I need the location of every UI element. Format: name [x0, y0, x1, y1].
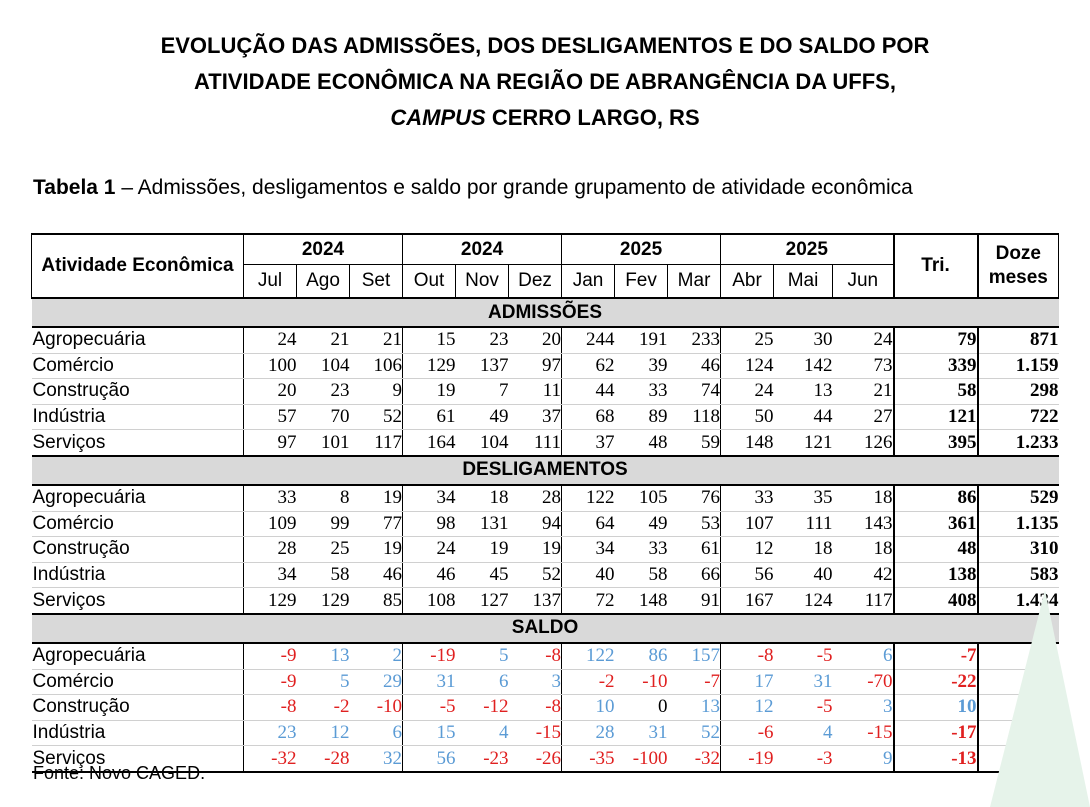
cell-value: 61 [668, 537, 721, 563]
cell-value: 68 [562, 404, 615, 430]
cell-value: -8 [509, 695, 562, 721]
cell-tri: 10 [894, 695, 978, 721]
cell-value: 34 [403, 485, 456, 511]
header-month-dez: Dez [509, 265, 562, 299]
cell-value: -7 [668, 669, 721, 695]
cell-value: 8 [297, 485, 350, 511]
cell-tri: 408 [894, 588, 978, 614]
cell-value: 131 [456, 511, 509, 537]
cell-value: 129 [297, 588, 350, 614]
cell-value: 142 [774, 353, 833, 379]
cell-value: 124 [721, 353, 774, 379]
cell-value: 86 [615, 643, 668, 669]
cell-value: 106 [350, 353, 403, 379]
cell-value: 17 [721, 669, 774, 695]
cell-doze-meses: 1.159 [978, 353, 1059, 379]
cell-value: 85 [350, 588, 403, 614]
section-header [32, 298, 1059, 327]
table-row [32, 537, 1059, 563]
cell-value: 118 [668, 404, 721, 430]
cell-value: -8 [244, 695, 297, 721]
cell-value: 46 [350, 562, 403, 588]
cell-value: 91 [668, 588, 721, 614]
cell-value: 70 [297, 404, 350, 430]
cell-value: 5 [456, 643, 509, 669]
cell-value: 101 [297, 430, 350, 456]
cell-value: 24 [721, 379, 774, 405]
cell-value: 74 [668, 379, 721, 405]
cell-value: 109 [244, 511, 297, 537]
row-label: Agropecuária [32, 485, 244, 511]
cell-value: 34 [244, 562, 297, 588]
cell-value: 58 [615, 562, 668, 588]
cell-value: -3 [774, 746, 833, 772]
cell-value: 52 [509, 562, 562, 588]
cell-value: -5 [403, 695, 456, 721]
row-label: Agropecuária [32, 327, 244, 353]
cell-value: -2 [562, 669, 615, 695]
cell-value: 157 [668, 643, 721, 669]
cell-tri: 138 [894, 562, 978, 588]
cell-value: -32 [668, 746, 721, 772]
table-row [32, 720, 1059, 746]
cell-value: 127 [456, 588, 509, 614]
cell-value: 24 [833, 327, 894, 353]
cell-doze-meses: 310 [978, 537, 1059, 563]
cell-value: 12 [721, 695, 774, 721]
header-month-abr: Abr [721, 265, 774, 299]
cell-value: 58 [297, 562, 350, 588]
row-label: Construção [32, 695, 244, 721]
section-header [32, 614, 1059, 643]
cell-value: 13 [774, 379, 833, 405]
cell-value: 23 [244, 720, 297, 746]
row-label: Indústria [32, 562, 244, 588]
cell-value: 2 [350, 643, 403, 669]
table-row [32, 695, 1059, 721]
cell-value: 100 [244, 353, 297, 379]
section-title: ADMISSÕES [32, 298, 1059, 327]
cell-value: 24 [244, 327, 297, 353]
cell-value: 35 [774, 485, 833, 511]
header-year-2: 2024 [403, 234, 562, 265]
cell-value: 19 [350, 485, 403, 511]
title-campus-name: CERRO LARGO, RS [485, 105, 700, 130]
cell-value: 23 [456, 327, 509, 353]
cell-tri: -22 [894, 669, 978, 695]
table-row [32, 379, 1059, 405]
title-line-1: EVOLUÇÃO DAS ADMISSÕES, DOS DESLIGAMENTOS E DO SALDO POR [160, 33, 930, 58]
header-tri: Tri. [894, 234, 978, 298]
cell-value: 77 [350, 511, 403, 537]
cell-value: -2 [297, 695, 350, 721]
header-month-ago: Ago [297, 265, 350, 299]
title-line-2: ATIVIDADE ECONÔMICA NA REGIÃO DE ABRANGÊNCIA DA UFFS, [194, 69, 896, 94]
cell-value: 4 [774, 720, 833, 746]
cell-value: 32 [350, 746, 403, 772]
cell-doze-meses: 1.233 [978, 430, 1059, 456]
cell-value: -12 [456, 695, 509, 721]
cell-value: 56 [721, 562, 774, 588]
cell-tri: 48 [894, 537, 978, 563]
document-title [0, 28, 1090, 136]
cell-value: 107 [721, 511, 774, 537]
cell-value: 3 [833, 695, 894, 721]
cell-value: 21 [350, 327, 403, 353]
cell-value: 21 [833, 379, 894, 405]
cell-value: 39 [615, 353, 668, 379]
cell-value: 46 [668, 353, 721, 379]
source-note: Fonte: Novo CAGED. [33, 763, 206, 783]
cell-value: 50 [721, 404, 774, 430]
cell-value: 11 [509, 379, 562, 405]
cell-value: 18 [833, 485, 894, 511]
cell-value: 27 [833, 404, 894, 430]
cell-value: 0 [615, 695, 668, 721]
header-year-3: 2025 [562, 234, 721, 265]
cell-value: 94 [509, 511, 562, 537]
cell-value: 117 [350, 430, 403, 456]
cell-value: 46 [403, 562, 456, 588]
cell-value: 148 [721, 430, 774, 456]
cell-value: 4 [456, 720, 509, 746]
cell-value: 12 [721, 537, 774, 563]
cell-value: 44 [562, 379, 615, 405]
cell-value: 164 [403, 430, 456, 456]
cell-doze-meses: 583 [978, 562, 1059, 588]
cell-value: 6 [456, 669, 509, 695]
cell-value: -35 [562, 746, 615, 772]
cell-value: -10 [350, 695, 403, 721]
cell-value: 10 [562, 695, 615, 721]
cell-value: 24 [403, 537, 456, 563]
header-activity: Atividade Econômica [32, 234, 244, 298]
cell-value: 18 [833, 537, 894, 563]
header-doze-meses: Doze meses [978, 234, 1059, 298]
cell-value: 105 [615, 485, 668, 511]
cell-value: 9 [833, 746, 894, 772]
cell-value: 99 [297, 511, 350, 537]
table-caption-text: – Admissões, desligamentos e saldo por grande grupamento de atividade econômica [115, 176, 913, 199]
cell-value: 167 [721, 588, 774, 614]
cell-value: 89 [615, 404, 668, 430]
cell-tri: -13 [894, 746, 978, 772]
cell-value: -23 [456, 746, 509, 772]
table-row [32, 643, 1059, 669]
cell-value: 30 [774, 327, 833, 353]
cell-value: 53 [668, 511, 721, 537]
cell-value: -9 [244, 643, 297, 669]
cell-value: -15 [509, 720, 562, 746]
table-row [32, 327, 1059, 353]
cell-value: 72 [562, 588, 615, 614]
cell-value: 9 [350, 379, 403, 405]
cell-value: 6 [350, 720, 403, 746]
row-label: Comércio [32, 511, 244, 537]
cell-value: 124 [774, 588, 833, 614]
cell-tri: 121 [894, 404, 978, 430]
header-month-mai: Mai [774, 265, 833, 299]
cell-value: -19 [403, 643, 456, 669]
cell-value: 15 [403, 327, 456, 353]
cell-value: -15 [833, 720, 894, 746]
row-label: Construção [32, 379, 244, 405]
cell-value: -5 [774, 695, 833, 721]
cell-value: 98 [403, 511, 456, 537]
row-label: Agropecuária [32, 643, 244, 669]
cell-value: 40 [562, 562, 615, 588]
cell-doze-meses: 722 [978, 404, 1059, 430]
cell-value: 52 [668, 720, 721, 746]
cell-doze-meses: 871 [978, 327, 1059, 353]
cell-value: 31 [615, 720, 668, 746]
cell-value: 122 [562, 643, 615, 669]
table-row [32, 404, 1059, 430]
cell-value: 37 [509, 404, 562, 430]
cell-value: 25 [297, 537, 350, 563]
cell-value: 44 [774, 404, 833, 430]
cell-tri: 79 [894, 327, 978, 353]
cell-value: 104 [297, 353, 350, 379]
cell-value: 31 [774, 669, 833, 695]
decorative-leaf-shape [990, 590, 1090, 807]
cell-value: 13 [668, 695, 721, 721]
cell-value: 244 [562, 327, 615, 353]
cell-value: 111 [509, 430, 562, 456]
cell-value: -19 [721, 746, 774, 772]
cell-value: 5 [297, 669, 350, 695]
title-campus: CAMPUS [390, 105, 486, 130]
cell-value: -8 [509, 643, 562, 669]
cell-value: -6 [721, 720, 774, 746]
cell-value: -5 [774, 643, 833, 669]
cell-value: 111 [774, 511, 833, 537]
cell-tri: 395 [894, 430, 978, 456]
cell-value: 137 [509, 588, 562, 614]
section-title: DESLIGAMENTOS [32, 456, 1059, 485]
cell-value: 61 [403, 404, 456, 430]
cell-value: 52 [350, 404, 403, 430]
section-header [32, 456, 1059, 485]
cell-value: 49 [615, 511, 668, 537]
cell-value: 143 [833, 511, 894, 537]
cell-doze-meses: 1.135 [978, 511, 1059, 537]
cell-value: 3 [509, 669, 562, 695]
cell-value: 33 [615, 537, 668, 563]
cell-value: 191 [615, 327, 668, 353]
row-label: Serviços [32, 588, 244, 614]
cell-value: 28 [509, 485, 562, 511]
cell-value: 64 [562, 511, 615, 537]
cell-value: -8 [721, 643, 774, 669]
table-row [32, 669, 1059, 695]
title-line-3 [0, 100, 1090, 136]
cell-value: 31 [403, 669, 456, 695]
cell-value: 56 [403, 746, 456, 772]
cell-tri: 86 [894, 485, 978, 511]
cell-doze-meses: 529 [978, 485, 1059, 511]
cell-value: 40 [774, 562, 833, 588]
cell-value: 129 [244, 588, 297, 614]
cell-value: 126 [833, 430, 894, 456]
cell-value: 15 [403, 720, 456, 746]
row-label: Comércio [32, 353, 244, 379]
cell-tri: -7 [894, 643, 978, 669]
cell-tri: 361 [894, 511, 978, 537]
cell-value: -32 [244, 746, 297, 772]
header-month-nov: Nov [456, 265, 509, 299]
cell-value: -10 [615, 669, 668, 695]
cell-value: 21 [297, 327, 350, 353]
table-row [32, 353, 1059, 379]
cell-value: 57 [244, 404, 297, 430]
row-label: Construção [32, 537, 244, 563]
header-month-jul: Jul [244, 265, 297, 299]
row-label: Serviços [32, 746, 244, 772]
cell-value: 12 [297, 720, 350, 746]
cell-value: 48 [615, 430, 668, 456]
cell-value: 233 [668, 327, 721, 353]
cell-value: 97 [509, 353, 562, 379]
cell-value: 18 [456, 485, 509, 511]
table-caption-label: Tabela 1 [33, 176, 116, 199]
cell-value: 97 [244, 430, 297, 456]
cell-value: 29 [350, 669, 403, 695]
cell-tri: -17 [894, 720, 978, 746]
cell-value: 122 [562, 485, 615, 511]
table-row [32, 588, 1059, 614]
cell-value: 19 [403, 379, 456, 405]
header-month-mar: Mar [668, 265, 721, 299]
cell-value: 76 [668, 485, 721, 511]
table-row [32, 430, 1059, 456]
table-row [32, 511, 1059, 537]
cell-value: 148 [615, 588, 668, 614]
cell-value: 18 [774, 537, 833, 563]
cell-value: 137 [456, 353, 509, 379]
row-label: Indústria [32, 404, 244, 430]
cell-value: 117 [833, 588, 894, 614]
cell-value: 19 [509, 537, 562, 563]
table-row [32, 485, 1059, 511]
cell-value: 37 [562, 430, 615, 456]
cell-value: 66 [668, 562, 721, 588]
cell-value: 34 [562, 537, 615, 563]
cell-value: 45 [456, 562, 509, 588]
cell-value: 23 [297, 379, 350, 405]
cell-value: 28 [244, 537, 297, 563]
cell-value: 7 [456, 379, 509, 405]
cell-value: 108 [403, 588, 456, 614]
employment-table [31, 233, 1059, 773]
cell-value: 33 [244, 485, 297, 511]
cell-value: 13 [297, 643, 350, 669]
header-month-fev: Fev [615, 265, 668, 299]
row-label: Serviços [32, 430, 244, 456]
cell-value: 121 [774, 430, 833, 456]
cell-value: 42 [833, 562, 894, 588]
cell-tri: 339 [894, 353, 978, 379]
cell-value: 25 [721, 327, 774, 353]
cell-value: 62 [562, 353, 615, 379]
cell-value: 73 [833, 353, 894, 379]
cell-doze-meses: 1.434 [978, 588, 1059, 614]
cell-value: 19 [456, 537, 509, 563]
header-month-jan: Jan [562, 265, 615, 299]
cell-value: 104 [456, 430, 509, 456]
cell-value: -9 [244, 669, 297, 695]
cell-doze-meses: 298 [978, 379, 1059, 405]
cell-value: 33 [721, 485, 774, 511]
cell-value: 49 [456, 404, 509, 430]
table-caption [33, 175, 1043, 201]
cell-tri: 58 [894, 379, 978, 405]
cell-value: 33 [615, 379, 668, 405]
header-month-out: Out [403, 265, 456, 299]
cell-value: 28 [562, 720, 615, 746]
row-label: Indústria [32, 720, 244, 746]
cell-value: 20 [509, 327, 562, 353]
cell-value: 129 [403, 353, 456, 379]
cell-value: 59 [668, 430, 721, 456]
table-row [32, 562, 1059, 588]
cell-value: 19 [350, 537, 403, 563]
section-title: SALDO [32, 614, 1059, 643]
cell-value: -70 [833, 669, 894, 695]
cell-value: 20 [244, 379, 297, 405]
header-month-set: Set [350, 265, 403, 299]
cell-value: 6 [833, 643, 894, 669]
row-label: Comércio [32, 669, 244, 695]
header-year-1: 2024 [244, 234, 403, 265]
header-month-jun: Jun [833, 265, 894, 299]
header-year-4: 2025 [721, 234, 894, 265]
cell-value: -28 [297, 746, 350, 772]
cell-value: -26 [509, 746, 562, 772]
cell-value: -100 [615, 746, 668, 772]
